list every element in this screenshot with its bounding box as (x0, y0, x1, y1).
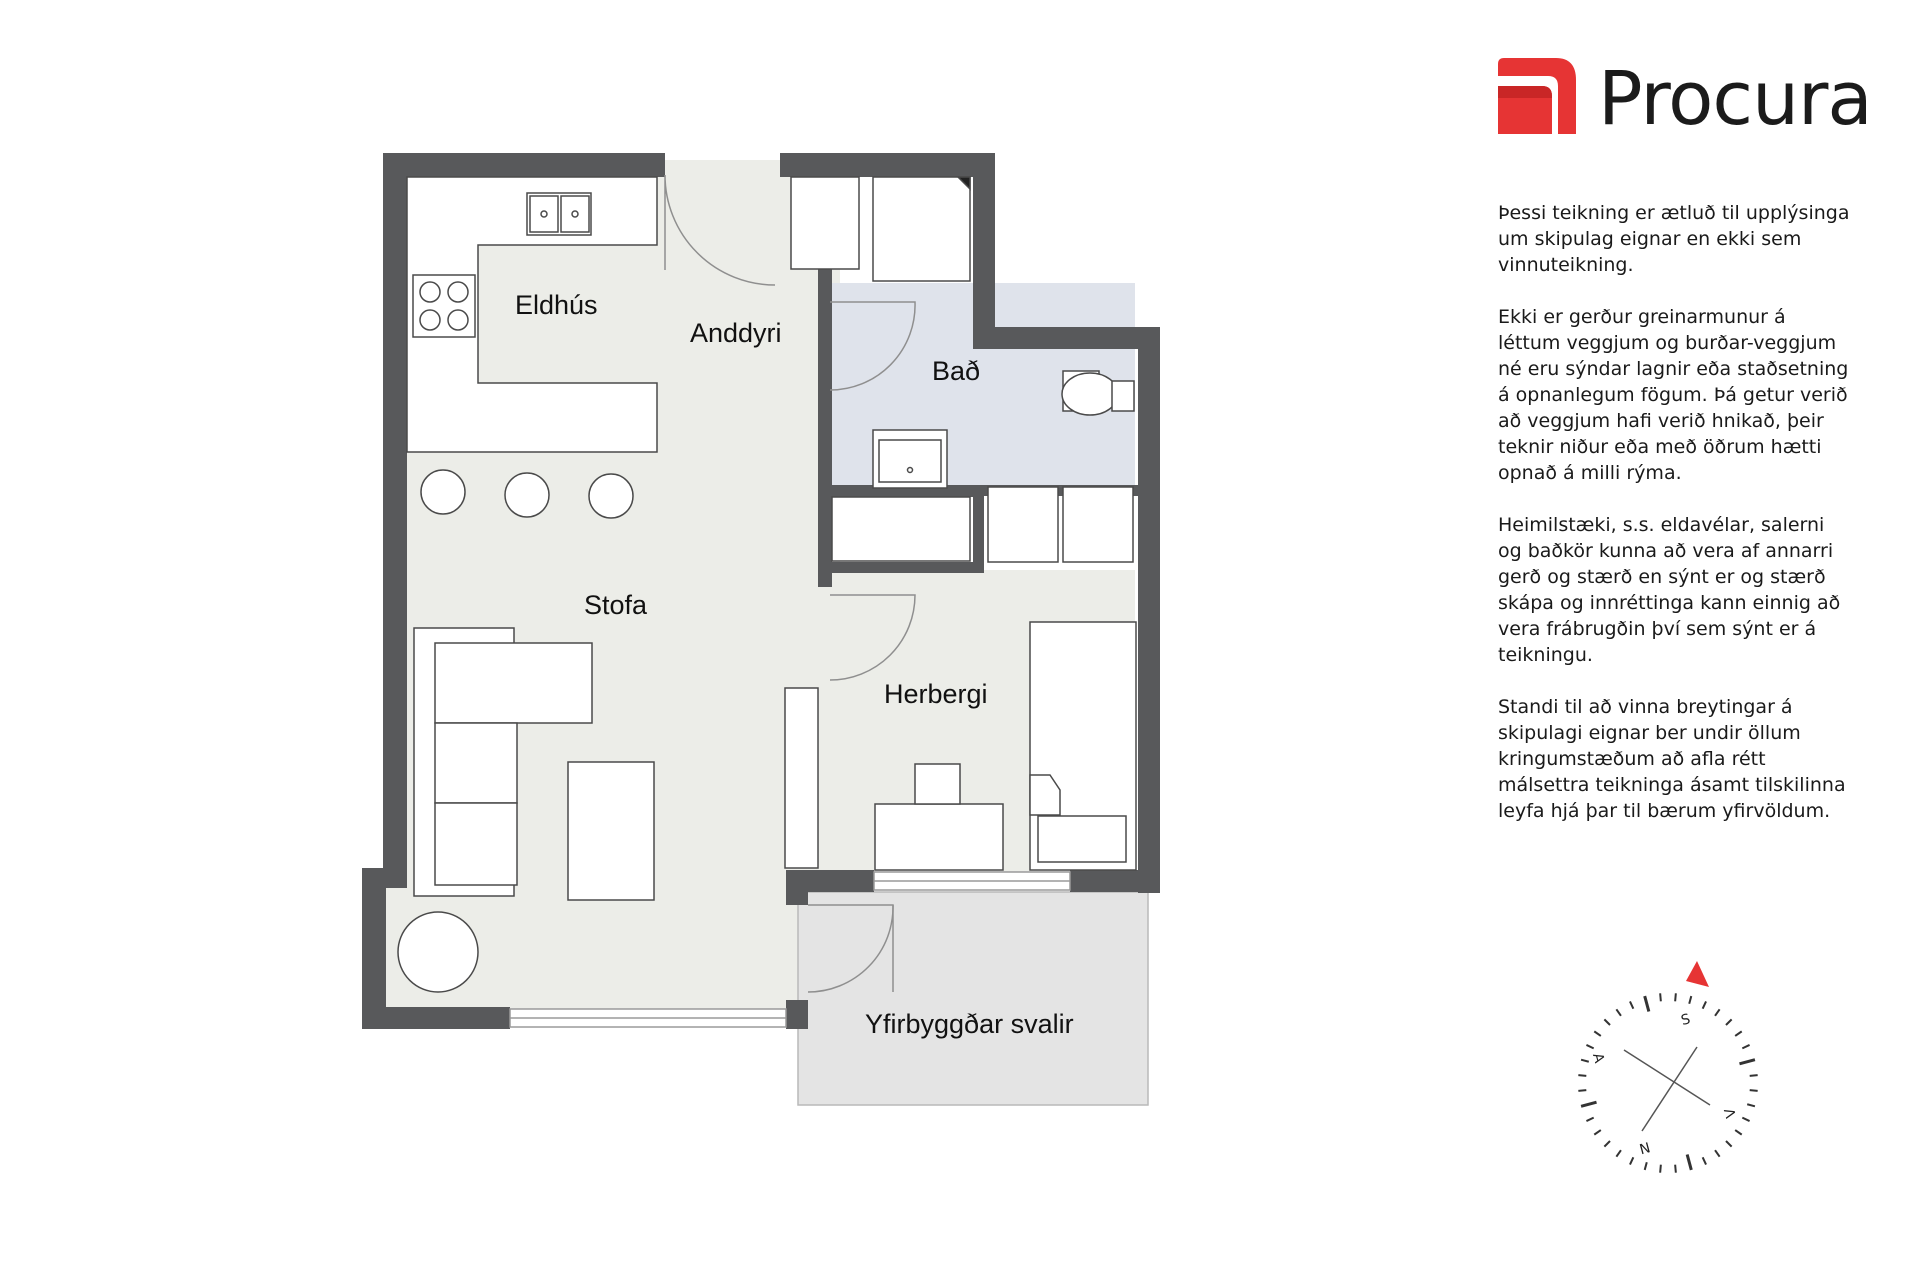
disclaimer (1498, 200, 1853, 850)
compass-tick (1735, 1031, 1742, 1036)
compass-tick (1581, 1060, 1589, 1062)
compass-tick (1703, 1001, 1706, 1008)
room-label-bad: Bað (932, 356, 981, 386)
compass-tick (1645, 996, 1649, 1011)
compass-tick (1616, 1150, 1621, 1157)
compass-tick (1586, 1118, 1593, 1121)
compass-tick (1742, 1045, 1749, 1048)
compass-tick (1616, 1009, 1621, 1016)
compass-tick (1630, 1001, 1633, 1008)
compass-rose (1560, 955, 1780, 1195)
compass-label-n: N (1637, 1138, 1652, 1157)
compass-tick (1750, 1075, 1758, 1076)
procura-logo (1498, 56, 1872, 142)
compass-tick (1630, 1157, 1633, 1164)
compass-tick (1735, 1130, 1742, 1135)
room-label-stofa: Stofa (584, 590, 648, 620)
compass-tick (1604, 1141, 1610, 1147)
compass-cross-line (1624, 1050, 1710, 1105)
compass-tick (1675, 993, 1676, 1001)
compass-tick (1703, 1157, 1706, 1164)
compass-label-s: S (1679, 1011, 1693, 1029)
compass-tick (1715, 1150, 1720, 1157)
compass-tick (1726, 1141, 1732, 1147)
compass-tick (1747, 1104, 1755, 1106)
disclaimer-paragraph: Heimilstæki, s.s. eldavélar, salerni og baðkör kunna að vera af annarri gerð og stærð en sýnt er og stærð skápa og innréttinga kann einnig að vera frábrugðin því sem sýnt er á teikningu. (1498, 514, 1841, 666)
room-label-eldhus: Eldhús (515, 290, 598, 320)
compass-tick (1578, 1090, 1586, 1091)
compass-tick (1594, 1130, 1601, 1135)
room-label-svalir: Yfirbyggðar svalir (865, 1009, 1074, 1039)
compass-tick (1660, 1165, 1661, 1173)
procura-logo-icon (1498, 58, 1578, 138)
disclaimer-paragraph: Ekki er gerður greinarmunur á léttum veggjum og burðar-veggjum né eru sýndar lagnir eða staðsetning á opnanlegum fögum. Þá getur verið að veggjum hafi verið hnikað, þeir teknir niður eða með öðrum hætti opnað á milli rýma. (1498, 306, 1849, 484)
compass-tick (1726, 1019, 1732, 1025)
compass-needle-icon (1686, 961, 1709, 987)
compass-tick (1675, 1165, 1676, 1173)
compass-tick (1742, 1118, 1749, 1121)
compass-tick (1581, 1102, 1596, 1106)
compass-label-a: A (1589, 1051, 1607, 1065)
compass-tick (1660, 993, 1661, 1001)
disclaimer-paragraph: Standi til að vinna breytingar á skipulagi eignar ber undir öllum kringumstæðum að afla rétt málsettra teikninga ásamt tilskilinna leyfa hjá þar til bærum yfirvöldum. (1498, 696, 1846, 822)
room-label-anddyri: Anddyri (690, 318, 782, 348)
compass-tick (1739, 1060, 1754, 1064)
compass-tick (1586, 1045, 1593, 1048)
disclaimer-paragraph: Þessi teikning er ætluð til upplýsinga um skipulag eignar en ekki sem vinnuteikning. (1498, 202, 1850, 276)
compass-label-v: V (1722, 1106, 1740, 1120)
brand-name: Procura (1598, 56, 1872, 142)
compass-tick (1715, 1009, 1720, 1016)
compass-tick (1604, 1019, 1610, 1025)
compass-tick (1578, 1075, 1586, 1076)
room-label-herbergi: Herbergi (884, 679, 988, 709)
compass-tick (1645, 1162, 1647, 1170)
compass-tick (1750, 1090, 1758, 1091)
floor-entry (660, 160, 785, 220)
compass-cross-line (1642, 1047, 1697, 1131)
compass-tick (1594, 1031, 1601, 1036)
compass-tick (1689, 996, 1691, 1004)
floor-balcony (798, 892, 1148, 1105)
compass-tick (1687, 1154, 1691, 1169)
